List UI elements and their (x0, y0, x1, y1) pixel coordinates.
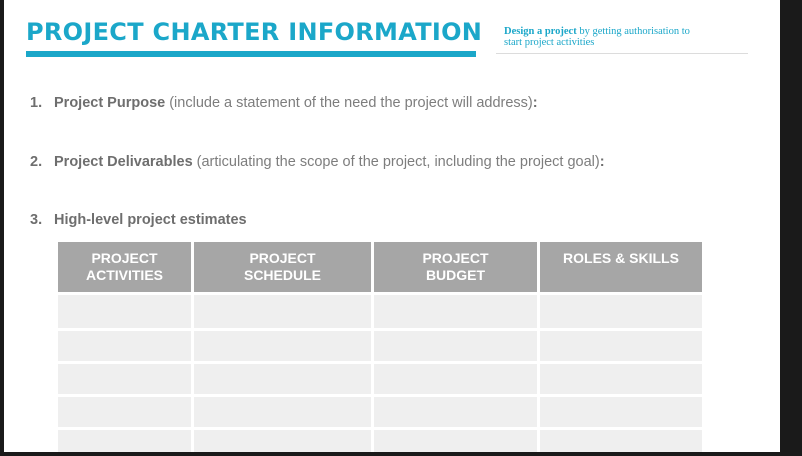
item-heading: Project Delivarables (54, 154, 193, 170)
table-cell[interactable] (194, 364, 371, 394)
item-number: 1. (30, 95, 43, 111)
header-line: BUDGET (425, 267, 486, 283)
table-cell[interactable] (540, 397, 702, 427)
estimates-table (58, 242, 702, 452)
tagline (504, 26, 704, 48)
item-colon: : (532, 95, 538, 111)
table-cell[interactable] (374, 430, 537, 452)
header-line: ACTIVITIES (85, 267, 163, 283)
item-colon: : (599, 154, 605, 170)
header-line: ROLES & SKILLS (563, 250, 679, 266)
table-cell[interactable] (58, 331, 191, 361)
item-high-level-estimates (30, 212, 247, 228)
header-project-schedule (194, 242, 371, 292)
table-cell[interactable] (374, 364, 537, 394)
table-cell[interactable] (58, 295, 191, 328)
table-cell[interactable] (58, 364, 191, 394)
table-cell[interactable] (194, 295, 371, 328)
table-cell[interactable] (374, 295, 537, 328)
header-line: PROJECT (249, 250, 316, 266)
item-project-deliverables (30, 154, 605, 170)
tagline-divider (496, 53, 748, 54)
table-cell[interactable] (374, 397, 537, 427)
header-line: SCHEDULE (243, 267, 321, 283)
item-project-purpose (30, 95, 538, 111)
charter-page (4, 0, 780, 452)
table-cell[interactable] (194, 430, 371, 452)
header-project-budget (374, 242, 537, 292)
item-heading: Project Purpose (54, 95, 166, 111)
table-cell[interactable] (194, 397, 371, 427)
tagline-bold: Design a project (504, 26, 577, 37)
tagline-rest: by getting authorisation to start project activities (504, 26, 690, 48)
page-title: PROJECT CHARTER INFORMATION (26, 18, 483, 46)
header-project-activities (58, 242, 191, 292)
item-detail: (include a statement of the need the project will address) (165, 95, 533, 111)
table-cell[interactable] (540, 430, 702, 452)
table-cell[interactable] (374, 331, 537, 361)
header-line: PROJECT (422, 250, 489, 266)
table-cell[interactable] (58, 430, 191, 452)
table-cell[interactable] (540, 364, 702, 394)
header-roles-skills (540, 242, 702, 292)
item-heading: High-level project estimates (54, 212, 247, 228)
item-number: 3. (30, 212, 43, 228)
table-cell[interactable] (540, 331, 702, 361)
item-detail: (articulating the scope of the project, including the project goal) (192, 154, 600, 170)
table-cell[interactable] (540, 295, 702, 328)
title-underline (26, 51, 476, 57)
table-cell[interactable] (194, 331, 371, 361)
header-line: PROJECT (91, 250, 158, 266)
table-cell[interactable] (58, 397, 191, 427)
item-number: 2. (30, 154, 43, 170)
